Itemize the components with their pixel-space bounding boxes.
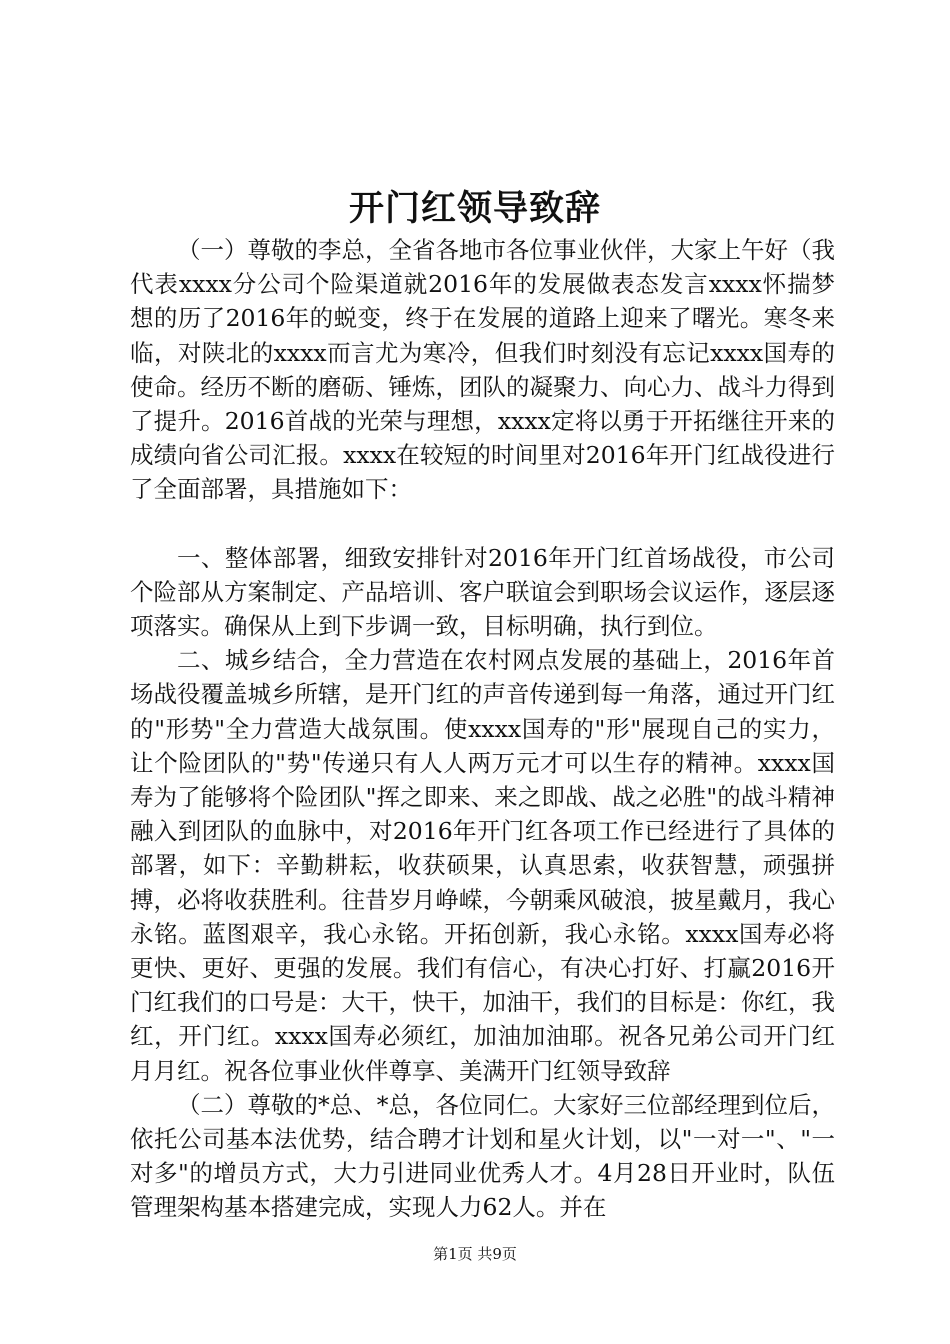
paragraph-section-one: 一、整体部署，细致安排针对2016年开门红首场战役，市公司个险部从方案制定、产品培训、客户联谊会到职场会议运作，逐层逐项落实。确保从上到下步调一致，目标明确，执行到位。: [130, 543, 835, 641]
document-body: [130, 233, 835, 1225]
paragraph-section-two: 二、城乡结合，全力营造在农村网点发展的基础上，2016年首场战役覆盖城乡所辖，是开门红的声音传递到每一角落，通过开门红的"形势"全力营造大战氛围。使xxxx国寿的"形"展现自己的实力，让个险团队的"势"传递只有人人两万元才可以生存的精神。xxxx国寿为了能够将个险团队"挥之即来、来之即战、战之必胜"的战斗精神融入到团队的血脉中，对2016年开门红各项工作已经进行了具体的部署，如下：辛勤耕耘，收获硕果，认真思索，收获智慧，顽强拼搏，必将收获胜利。往昔岁月峥嵘，今朝乘风破浪，披星戴月，我心永铭。蓝图艰辛，我心永铭。开拓创新，我心永铭。xxxx国寿必将更快、更好、更强的发展。我们有信心，有决心打好、打赢2016开门红我们的口号是：大干，快干，加油干，我们的目标是：你红，我红，开门红。xxxx国寿必须红，加油加油耶。祝各兄弟公司开门红月月红。祝各位事业伙伴尊享、美满开门红领导致辞: [130, 646, 835, 1085]
paragraph-speech-two: （二）尊敬的*总、*总，各位同仁。大家好三位部经理到位后，依托公司基本法优势，结合聘才计划和星火计划，以"一对一"、"一对多"的增员方式，大力引进同业优秀人才。4月28日开业时，队伍管理架构基本搭建完成，实现人力62人。并在: [130, 1090, 835, 1222]
page-number-footer: 第1页 共9页: [433, 1245, 517, 1263]
paragraph-intro: （一）尊敬的李总，全省各地市各位事业伙伴，大家上午好（我代表xxxx分公司个险渠道就2016年的发展做表态发言xxxx怀揣梦想的历了2016年的蜕变，终于在发展的道路上迎来了曙光。寒冬来临，对陕北的xxxx而言尤为寒冷，但我们时刻没有忘记xxxx国寿的使命。经历不断的磨砺、锤炼，团队的凝聚力、向心力、战斗力得到了提升。2016首战的光荣与理想，xxxx定将以勇于开拓继往开来的成绩向省公司汇报。xxxx在较短的时间里对2016年开门红战役进行了全面部署，具措施如下：: [130, 236, 835, 504]
document-title: 开门红领导致辞: [348, 188, 601, 229]
